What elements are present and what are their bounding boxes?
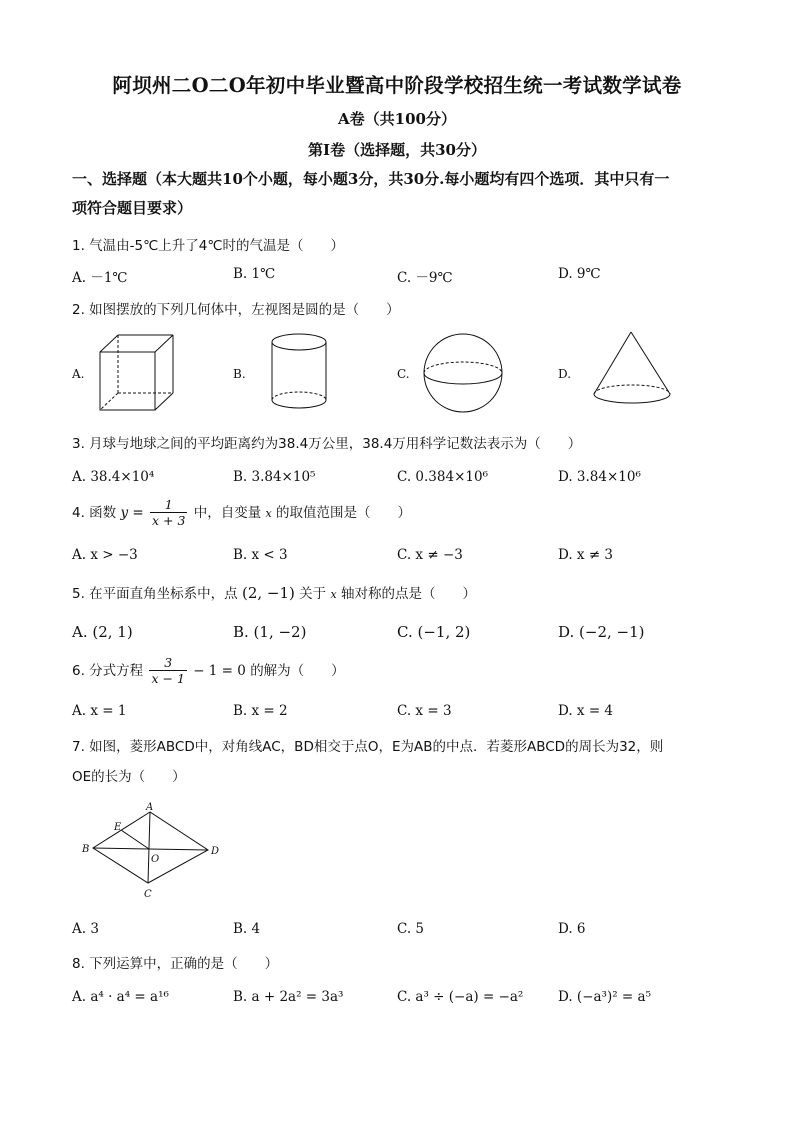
q4-option-c: C. x ≠ −3 xyxy=(397,547,463,563)
q6-fraction-numerator: 3 xyxy=(164,655,173,670)
section-heading-line1: 一、选择题（本大题共10个小题，每小题3分，共30分.每小题均有四个选项．其中只有一 xyxy=(72,170,670,188)
q4-fraction xyxy=(150,498,187,528)
q5-option-b: B. (1, −2) xyxy=(233,623,307,641)
section-heading-line2: 项符合题目要求） xyxy=(72,199,193,217)
q4-stem-post: 中，自变量 xyxy=(193,505,262,521)
cylinder-figure xyxy=(268,330,330,414)
q1-option-a: A. －1℃ xyxy=(72,270,128,286)
q4-y-eq: y = xyxy=(120,505,144,521)
question-7-stem: 7. 如图，菱形ABCD中，对角线AC，BD相交于点O，E为AB的中点．若菱形ABCD的周长为32，则 xyxy=(72,739,664,755)
q1-option-b: B. 1℃ xyxy=(233,266,276,282)
q5-option-a: A. (2, 1) xyxy=(72,623,133,641)
q6-stem-end: 的解为（ ） xyxy=(250,663,345,679)
q6-option-a: A. x = 1 xyxy=(72,703,127,719)
question-1-stem: 1. 气温由-5℃上升了4℃时的气温是（ ） xyxy=(72,238,345,254)
label-o: O xyxy=(151,854,160,865)
cone-figure xyxy=(590,330,676,414)
q4-variable: x xyxy=(265,507,272,520)
q2-option-c: C. xyxy=(397,367,410,381)
q6-option-d: D. x = 4 xyxy=(558,703,614,719)
q3-option-b: B. 3.84×10⁵ xyxy=(233,469,316,485)
cube-figure xyxy=(95,330,175,415)
sphere-figure xyxy=(420,330,506,416)
question-3-stem: 3. 月球与地球之间的平均距离约为38.4万公里，38.4万用科学记数法表示为（ ） xyxy=(72,436,582,452)
q6-fraction-denominator: x − 1 xyxy=(151,671,185,686)
q5-stem-end: 轴对称的点是（ ） xyxy=(340,586,476,602)
q5-stem-mid: 关于 xyxy=(299,586,327,602)
label-b: B xyxy=(82,844,90,855)
q5-variable: x xyxy=(330,588,337,601)
q2-option-d: D. xyxy=(558,367,572,381)
section-heading xyxy=(72,165,732,223)
q8-option-b: B. a + 2a² = 3a³ xyxy=(233,989,344,1005)
q7-option-b: B. 4 xyxy=(233,921,261,937)
q4-fraction-numerator: 1 xyxy=(164,497,173,512)
q2-option-a: A. xyxy=(72,367,85,381)
question-4-stem xyxy=(72,498,411,528)
q4-stem-end: 的取值范围是（ ） xyxy=(276,505,412,521)
q3-option-d: D. 3.84×10⁶ xyxy=(558,469,641,485)
q6-stem-prefix: 6. 分式方程 xyxy=(72,663,144,679)
q5-option-c: C. (−1, 2) xyxy=(397,623,471,641)
exam-title: 阿坝州二O二O年初中毕业暨高中阶段学校招生统一考试数学试卷 xyxy=(112,74,682,97)
q5-point: (2, −1) xyxy=(241,584,295,602)
q6-equation-tail: − 1 = 0 xyxy=(193,663,246,679)
q3-option-c: C. 0.384×10⁶ xyxy=(397,469,488,485)
q7-option-a: A. 3 xyxy=(72,921,99,937)
question-2-stem: 2. 如图摆放的下列几何体中，左视图是圆的是（ ） xyxy=(72,302,400,318)
q5-stem-prefix: 5. 在平面直角坐标系中，点 xyxy=(72,586,238,602)
q2-option-b: B. xyxy=(233,367,246,381)
q6-option-b: B. x = 2 xyxy=(233,703,288,719)
q7-option-c: C. 5 xyxy=(397,921,425,937)
q6-option-c: C. x = 3 xyxy=(397,703,452,719)
paper-a-subtitle: A卷（共100分） xyxy=(338,110,456,128)
q8-option-a: A. a⁴ · a⁴ = a¹⁶ xyxy=(72,989,169,1005)
q4-option-d: D. x ≠ 3 xyxy=(558,547,614,563)
q1-option-c: C. －9℃ xyxy=(397,270,453,286)
part-one-subtitle: 第Ⅰ卷（选择题，共30分） xyxy=(308,141,486,159)
q4-option-b: B. x < 3 xyxy=(233,547,288,563)
q8-option-d: D. (−a³)² = a⁵ xyxy=(558,989,651,1005)
q4-option-a: A. x > −3 xyxy=(72,547,138,563)
q6-fraction xyxy=(149,656,186,686)
label-d: D xyxy=(211,846,220,857)
rhombus-figure xyxy=(78,800,228,900)
label-e: E xyxy=(114,822,122,833)
q7-option-d: D. 6 xyxy=(558,921,586,937)
q3-option-a: A. 38.4×10⁴ xyxy=(72,469,155,485)
q1-option-d: D. 9℃ xyxy=(558,266,601,282)
q4-fraction-denominator: x + 3 xyxy=(152,513,186,528)
question-5-stem xyxy=(72,582,476,602)
label-a: A xyxy=(146,802,154,813)
question-7-stem-line2: OE的长为（ ） xyxy=(72,769,186,785)
label-c: C xyxy=(144,889,152,900)
q5-option-d: D. (−2, −1) xyxy=(558,623,645,641)
q8-option-c: C. a³ ÷ (−a) = −a² xyxy=(397,989,524,1005)
question-6-stem xyxy=(72,656,345,686)
q4-stem-prefix: 4. 函数 xyxy=(72,505,117,521)
question-8-stem: 8. 下列运算中，正确的是（ ） xyxy=(72,956,279,972)
